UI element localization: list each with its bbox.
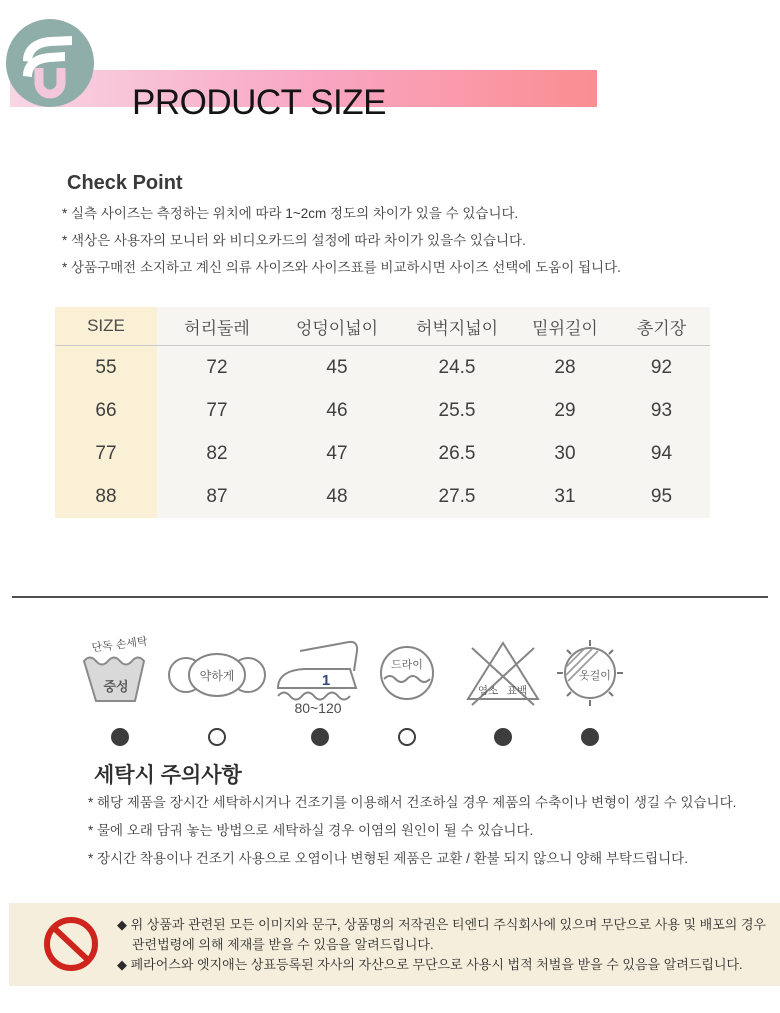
table-header-cell: 허리둘레	[157, 307, 277, 345]
table-header-cell: 총기장	[613, 307, 710, 345]
care-iron	[270, 635, 370, 746]
list-item: * 장시간 착용이나 건조기 사용으로 오염이나 변형된 제품은 교환 / 환불 되지 않으니 양해 부탁드립니다.	[88, 851, 688, 866]
svg-text:단독 손세탁: 단독 손세탁	[91, 635, 149, 655]
list-item: ◆ 페라어스와 엣지애는 상표등록된 자사의 자산으로 무단으로 사용시 법적 처벌을 받을 수 있음을 알려드립니다.	[117, 957, 743, 973]
hand-wash-icon	[70, 635, 170, 715]
table-cell: 94	[613, 432, 710, 475]
care-dry-clean	[357, 635, 457, 746]
table-row	[55, 346, 710, 389]
care-dot	[581, 728, 599, 746]
legal-notice-list	[117, 915, 772, 975]
care-hang-dry	[540, 635, 640, 746]
table-cell: 48	[277, 475, 397, 518]
table-cell: 31	[517, 475, 613, 518]
care-dot	[398, 728, 416, 746]
table-header-cell: 밑위길이	[517, 307, 613, 345]
table-cell: 88	[55, 475, 157, 518]
care-dot	[311, 728, 329, 746]
table-header-cell: 허벅지넓이	[397, 307, 517, 345]
table-cell: 87	[157, 475, 277, 518]
care-dot	[111, 728, 129, 746]
care-dot	[208, 728, 226, 746]
table-cell: 24.5	[397, 346, 517, 389]
table-cell: 93	[613, 389, 710, 432]
svg-text:80~120: 80~120	[294, 700, 342, 715]
table-cell: 95	[613, 475, 710, 518]
table-row	[55, 475, 710, 518]
no-bleach-icon	[453, 635, 553, 715]
table-cell: 66	[55, 389, 157, 432]
page-title: PRODUCT SIZE	[132, 83, 386, 122]
svg-text:염소: 염소	[477, 685, 499, 697]
table-cell: 82	[157, 432, 277, 475]
svg-text:옷걸이: 옷걸이	[579, 670, 611, 682]
care-dot	[494, 728, 512, 746]
prohibition-icon	[42, 915, 100, 973]
list-item: ◆ 위 상품과 관련된 모든 이미지와 문구, 상품명의 저작권은 티엔디 주식회사에 있으며 무단으로 사용 및 배포의 경우 관련법령에 의해 제재를 받을 수 있음을 알려드립니다.	[117, 917, 767, 953]
table-header-cell: 엉덩이넓이	[277, 307, 397, 345]
list-item: * 물에 오래 담궈 놓는 방법으로 세탁하실 경우 이염의 원인이 될 수 있습니다.	[88, 823, 534, 838]
table-header-cell: SIZE	[55, 307, 157, 345]
table-cell: 28	[517, 346, 613, 389]
size-table-header	[55, 307, 710, 346]
svg-text:1: 1	[321, 672, 331, 689]
care-hand-wash	[70, 635, 170, 746]
list-item: * 실측 사이즈는 측정하는 위치에 따라 1~2cm 정도의 차이가 있을 수 있습니다.	[62, 206, 519, 221]
table-cell: 92	[613, 346, 710, 389]
list-item: * 해당 제품을 장시간 세탁하시거나 건조기를 이용해서 건조하실 경우 제품의 수축이나 변형이 생길 수 있습니다.	[88, 795, 737, 810]
svg-text:표백: 표백	[506, 685, 528, 697]
svg-text:약하게: 약하게	[199, 669, 235, 683]
care-wring	[167, 635, 267, 746]
table-cell: 30	[517, 432, 613, 475]
table-cell: 45	[277, 346, 397, 389]
size-table	[55, 307, 710, 518]
size-table-body	[55, 346, 710, 518]
table-cell: 47	[277, 432, 397, 475]
table-cell: 26.5	[397, 432, 517, 475]
svg-text:중성: 중성	[103, 679, 129, 694]
svg-text:드라이: 드라이	[391, 659, 423, 671]
table-cell: 77	[55, 432, 157, 475]
section-divider	[12, 596, 768, 598]
table-cell: 25.5	[397, 389, 517, 432]
table-cell: 46	[277, 389, 397, 432]
list-item: * 색상은 사용자의 모니터 와 비디오카드의 설정에 따라 차이가 있을수 있습니다.	[62, 233, 526, 248]
iron-icon	[270, 635, 370, 715]
table-row	[55, 432, 710, 475]
check-point-list	[62, 200, 621, 281]
washing-notice-list	[88, 789, 736, 873]
wring-icon	[167, 635, 267, 715]
table-cell: 27.5	[397, 475, 517, 518]
table-cell: 72	[157, 346, 277, 389]
legal-notice-box	[9, 903, 780, 986]
brand-logo-icon	[6, 19, 94, 107]
hang-dry-icon	[540, 635, 640, 715]
check-point-title: Check Point	[67, 172, 183, 194]
list-item: * 상품구매전 소지하고 계신 의류 사이즈와 사이즈표를 비교하시면 사이즈 선택에 도움이 됩니다.	[62, 260, 621, 275]
care-no-bleach	[453, 635, 553, 746]
washing-notice-title: 세탁시 주의사항	[94, 764, 242, 787]
dry-clean-icon	[357, 635, 457, 715]
table-cell: 55	[55, 346, 157, 389]
table-row	[55, 389, 710, 432]
table-cell: 77	[157, 389, 277, 432]
table-cell: 29	[517, 389, 613, 432]
